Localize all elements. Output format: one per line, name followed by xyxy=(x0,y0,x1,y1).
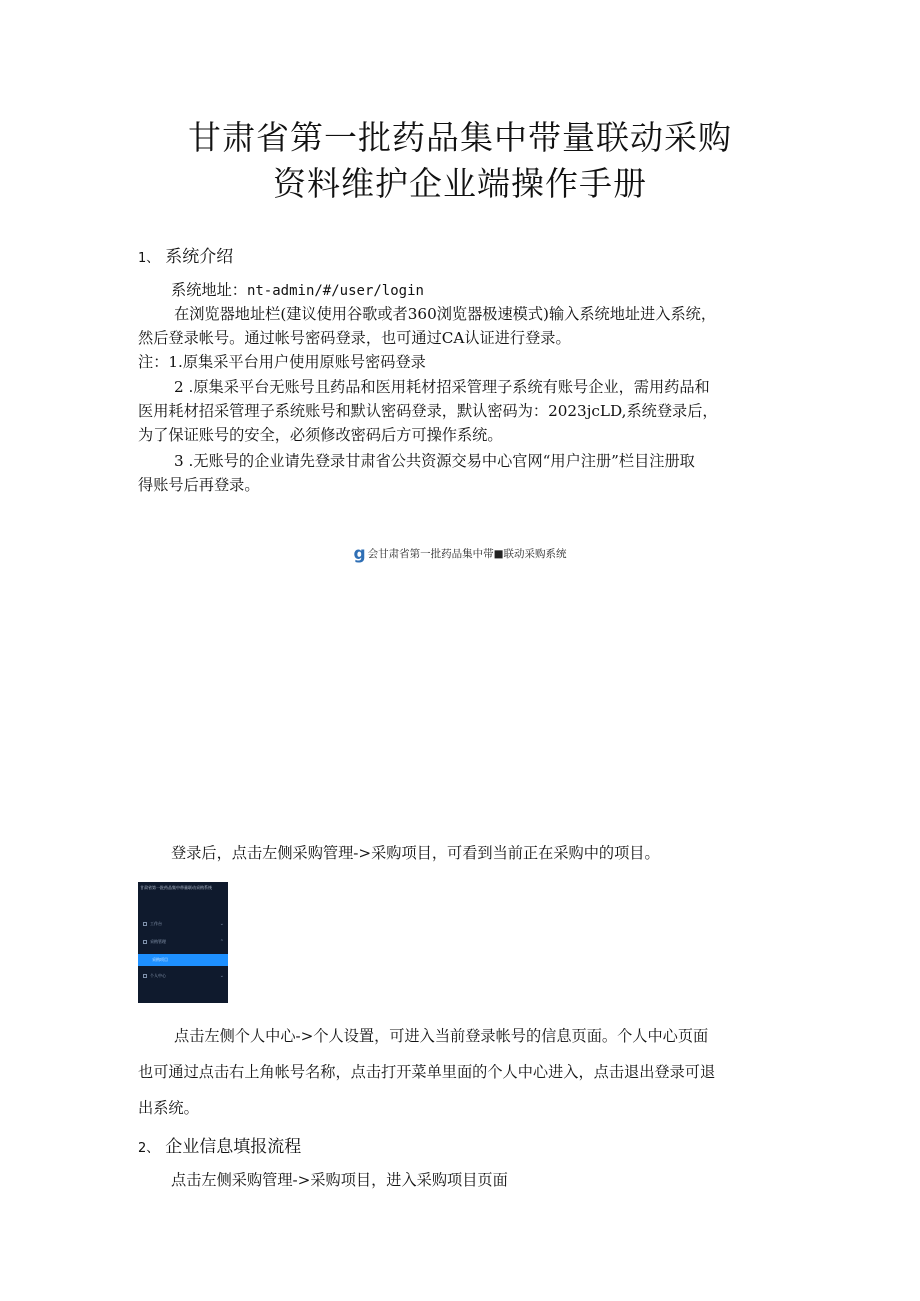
sidebar-screenshot-item xyxy=(138,919,228,929)
sidebar-screenshot-item-label: 采购项目 xyxy=(152,957,168,962)
sidebar-screenshot xyxy=(138,882,228,1003)
section-2-number: 2、 xyxy=(138,1141,160,1156)
sidebar-screenshot-item xyxy=(138,937,228,947)
dashboard-icon xyxy=(143,922,147,926)
chevron-down-icon: ⌄ xyxy=(219,921,224,927)
system-address-line xyxy=(171,278,424,303)
document-title-line-1: 甘肃省第一批药品集中带量联动采购 xyxy=(188,118,732,157)
intro-paragraph-line-2: 然后登录帐号。通过帐号密码登录，也可通过CA认证进行登录。 xyxy=(138,329,571,347)
intro-paragraph-line-1: 在浏览器地址栏(建议使用谷歌或者360浏览器极速模式)输入系统地址进入系统， xyxy=(174,305,717,323)
sidebar-screenshot-item xyxy=(138,971,228,981)
chevron-up-icon: ⌃ xyxy=(219,939,224,945)
section-2-heading xyxy=(138,1132,301,1157)
system-address-value: nt-admin/#/user/login xyxy=(246,283,424,299)
section-2-paragraph: 点击左侧采购管理->采购项目，进入采购项目页面 xyxy=(171,1171,508,1189)
system-address-label: 系统地址： xyxy=(171,281,247,299)
note-1: 注：1.原集采平台用户使用原账号密码登录 xyxy=(138,353,426,371)
personal-center-line-2: 也可通过点击右上角帐号名称，点击打开菜单里面的个人中心进入，点击退出登录可退 xyxy=(138,1063,716,1081)
sidebar-screenshot-item-label: 个人中心 xyxy=(150,973,166,978)
note-3-line-2: 得账号后再登录。 xyxy=(138,476,260,494)
login-screenshot-caption xyxy=(0,544,920,564)
personal-center-line-3: 出系统。 xyxy=(138,1099,199,1117)
sidebar-screenshot-item-label: 采购管理 xyxy=(150,939,166,944)
sidebar-screenshot-item-active xyxy=(138,954,228,966)
note-2-line-2: 医用耗材招采管理子系统账号和默认密码登录，默认密码为：2023jcLD,系统登录后， xyxy=(138,402,718,420)
chevron-down-icon: ⌄ xyxy=(219,973,224,979)
sidebar-screenshot-item-label: 工作台 xyxy=(150,921,162,926)
user-icon xyxy=(143,974,147,978)
section-2-title: 企业信息填报流程 xyxy=(165,1137,302,1157)
procurement-icon xyxy=(143,940,147,944)
section-1-number: 1、 xyxy=(138,251,160,266)
system-logo-icon: g xyxy=(353,544,366,564)
note-3-line-1: 3 .无账号的企业请先登录甘肃省公共资源交易中心官网“用户注册”栏目注册取 xyxy=(174,452,695,470)
personal-center-line-1: 点击左侧个人中心->个人设置，可进入当前登录帐号的信息页面。个人中心页面 xyxy=(174,1027,709,1045)
note-2-line-3: 为了保证账号的安全，必须修改密码后方可操作系统。 xyxy=(138,426,503,444)
document-title-line-2: 资料维护企业端操作手册 xyxy=(273,164,647,203)
section-1-heading xyxy=(138,242,233,267)
caption-text: 会甘肃省第一批药品集中带■联动采购系统 xyxy=(367,548,567,560)
sidebar-screenshot-header: 甘肃省第一批药品集中带量联动采购系统 xyxy=(140,885,212,890)
section-1-title: 系统介绍 xyxy=(165,247,234,267)
after-login-instruction: 登录后，点击左侧采购管理->采购项目，可看到当前正在采购中的项目。 xyxy=(171,844,660,862)
note-2-line-1: 2 .原集采平台无账号且药品和医用耗材招采管理子系统有账号企业，需用药品和 xyxy=(174,378,710,396)
